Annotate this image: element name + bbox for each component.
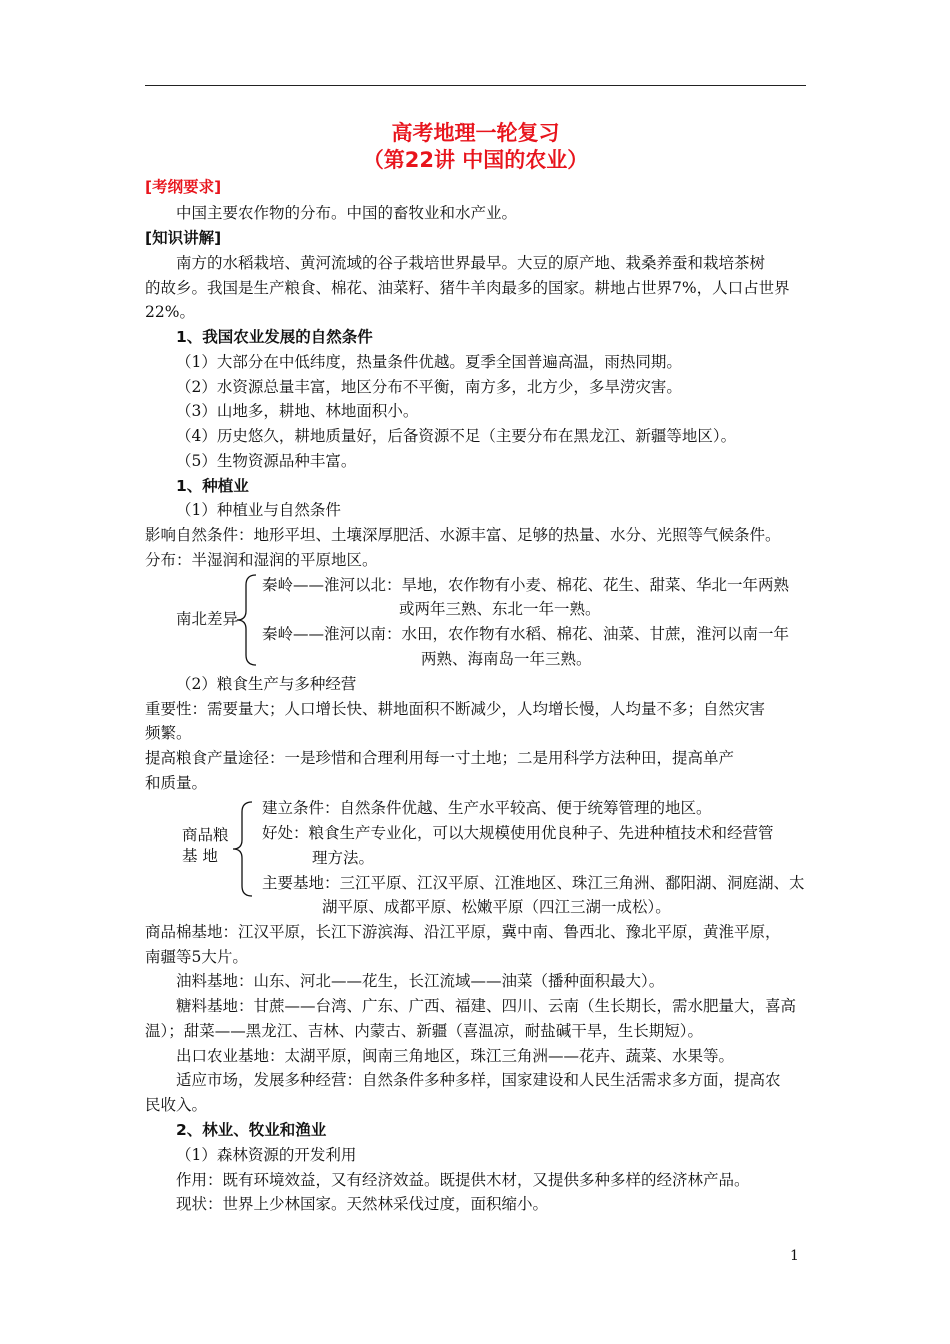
list-item: （4）历史悠久，耕地质量好，后备资源不足（主要分布在黑龙江、新疆等地区）。 xyxy=(176,427,737,445)
paragraph: 商品棉基地：江汉平原，长江下游滨海、沿江平原，冀中南、鲁西北、豫北平原，黄淮平原， xyxy=(145,923,781,941)
paragraph: 油料基地：山东、河北——花生，长江流域——油菜（播种面积最大）。 xyxy=(176,972,665,990)
paragraph: 现状：世界上少林国家。天然林采伐过度，面积缩小。 xyxy=(176,1195,549,1213)
list-item: （2）水资源总量丰富，地区分布不平衡，南方多，北方少，多旱涝灾害。 xyxy=(176,378,682,396)
list-item: （5）生物资源品种丰富。 xyxy=(176,452,357,470)
paragraph: 提高粮食产量途径：一是珍惜和合理利用每一寸土地；二是用科学方法种田，提高单产 xyxy=(145,749,735,767)
paragraph: 重要性：需要量大；人口增长快、耕地面积不断减少，人均增长慢，人均量不多；自然灾害 xyxy=(145,700,766,718)
subheading: （2）粮食生产与多种经营 xyxy=(176,675,357,693)
section-heading-zsjj: [知识讲解] xyxy=(145,229,222,247)
header-rule xyxy=(145,85,806,86)
section-heading-kgyq: [考纲要求] xyxy=(145,178,222,196)
subheading: （1）森林资源的开发利用 xyxy=(176,1146,357,1164)
paragraph: 影响自然条件：地形平坦、土壤深厚肥活、水源丰富、足够的热量、水分、光照等气候条件。 xyxy=(145,526,781,544)
paragraph: 主要基地：三江平原、江汉平原、江淮地区、珠江三角洲、鄱阳湖、洞庭湖、太 xyxy=(262,874,805,892)
paragraph: 好处：粮食生产专业化，可以大规模使用优良种子、先进种植技术和经营管 xyxy=(262,824,774,842)
paragraph: 适应市场，发展多种经营：自然条件多种多样，国家建设和人民生活需求多方面，提高农 xyxy=(176,1071,781,1089)
document-subtitle: （第22讲 中国的农业） xyxy=(362,148,589,172)
list-item: （3）山地多，耕地、林地面积小。 xyxy=(176,402,419,420)
label-grain-base-1: 商品粮 xyxy=(182,826,229,844)
paragraph: 建立条件：自然条件优越、生产水平较高、便于统筹管理的地区。 xyxy=(262,799,712,817)
page-number: 1 xyxy=(790,1248,799,1264)
paragraph: 理方法。 xyxy=(312,849,375,867)
heading-forestry: 2、林业、牧业和渔业 xyxy=(176,1121,327,1139)
subheading: （1）种植业与自然条件 xyxy=(176,501,341,519)
paragraph: 湖平原、成都平原、松嫩平原（四江三湖一成松）。 xyxy=(322,898,671,916)
paragraph: 中国主要农作物的分布。中国的畜牧业和水产业。 xyxy=(176,204,518,222)
paragraph: 频繁。 xyxy=(145,724,192,742)
paragraph: 分布：半湿润和湿润的平原地区。 xyxy=(145,551,378,569)
paragraph: 22%。 xyxy=(145,303,195,321)
label-north-south-difference: 南北差异 xyxy=(176,610,239,628)
paragraph: 民收入。 xyxy=(145,1096,208,1114)
paragraph: 两熟、海南岛一年三熟。 xyxy=(421,650,592,668)
heading-natural-conditions: 1、我国农业发展的自然条件 xyxy=(176,328,373,346)
paragraph: 秦岭——淮河以北：旱地，农作物有小麦、棉花、花生、甜菜、华北一年两熟 xyxy=(262,576,790,594)
brace-grain-base xyxy=(228,800,256,898)
paragraph: 的故乡。我国是生产粮食、棉花、油菜籽、猪牛羊肉最多的国家。耕地占世界7%，人口占世界 xyxy=(145,279,790,297)
paragraph: 秦岭——淮河以南：水田，农作物有水稻、棉花、油菜、甘蔗，淮河以南一年 xyxy=(262,625,790,643)
document-title: 高考地理一轮复习 xyxy=(391,121,560,145)
paragraph: 温）；甜菜——黑龙江、吉林、内蒙古、新疆（喜温凉，耐盐碱干旱，生长期短）。 xyxy=(145,1022,704,1040)
label-grain-base-2: 基 地 xyxy=(182,847,218,865)
paragraph: 南疆等5大片。 xyxy=(145,948,248,966)
list-item: （1）大部分在中低纬度，热量条件优越。夏季全国普遍高温，雨热同期。 xyxy=(176,353,682,371)
paragraph: 作用：既有环境效益，又有经济效益。既提供木材，又提供多种多样的经济林产品。 xyxy=(176,1171,750,1189)
paragraph: 和质量。 xyxy=(145,774,208,792)
paragraph: 出口农业基地：太湖平原，闽南三角地区，珠江三角洲——花卉、蔬菜、水果等。 xyxy=(176,1047,735,1065)
heading-planting: 1、种植业 xyxy=(176,477,249,495)
paragraph: 或两年三熟、东北一年一熟。 xyxy=(399,600,601,618)
paragraph: 糖料基地：甘蔗——台湾、广东、广西、福建、四川、云南（生长期长，需水肥量大，喜高 xyxy=(176,997,797,1015)
paragraph: 南方的水稻栽培、黄河流域的谷子栽培世界最早。大豆的原产地、栽桑养蚕和栽培茶树 xyxy=(176,254,766,272)
